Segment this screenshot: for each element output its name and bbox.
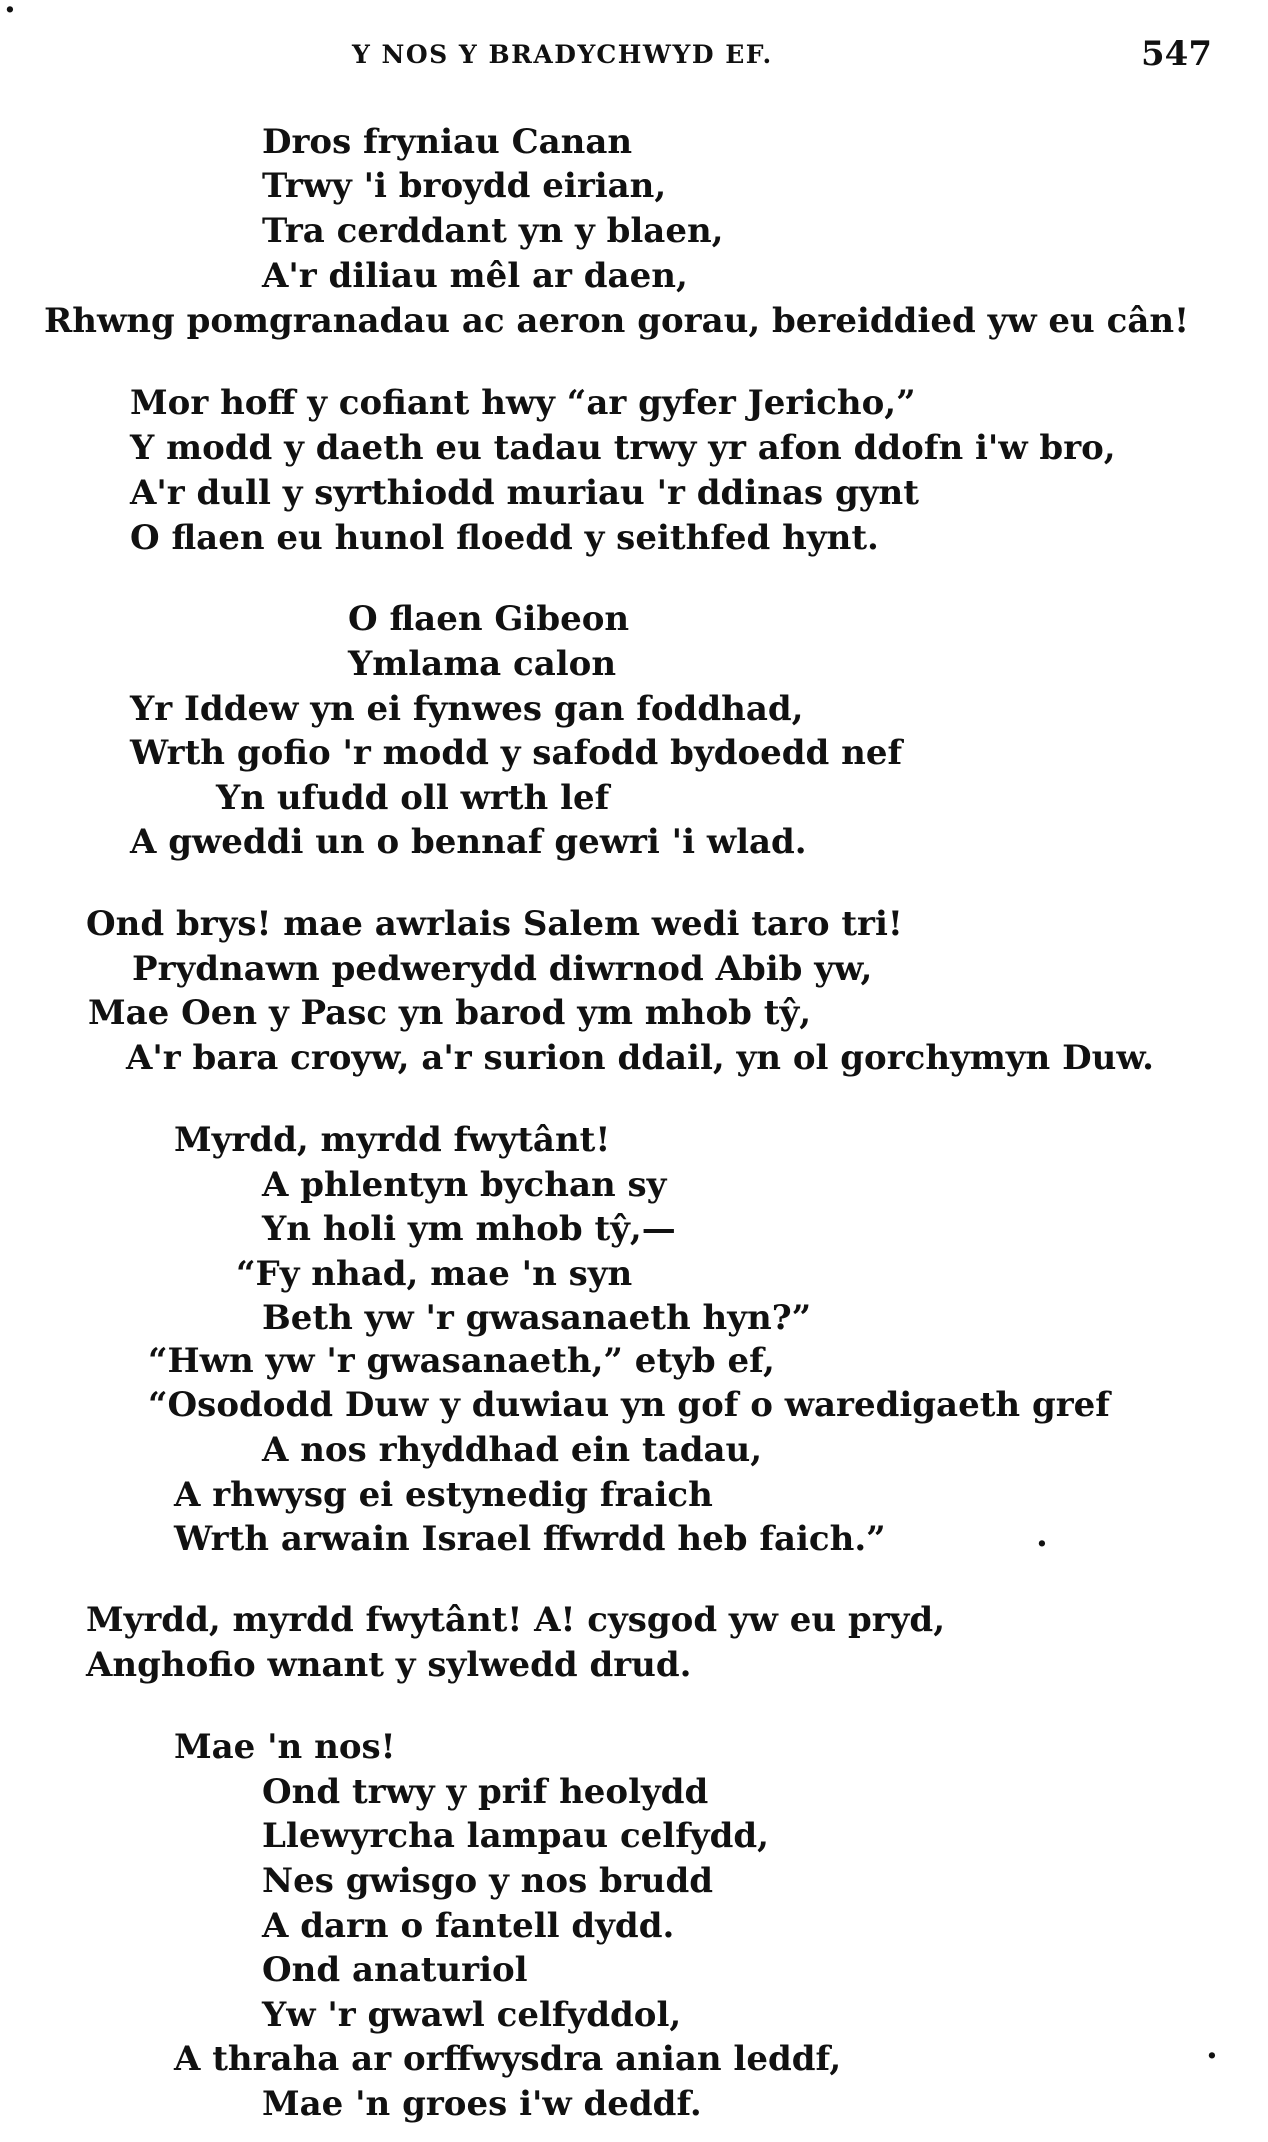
page-number: 547 [1141,34,1212,74]
verse-line: O flaen eu hunol floedd y seithfed hynt. [130,518,879,558]
verse-line: Yr Iddew yn ei fynwes gan foddhad, [130,689,804,729]
verse-line: Anghofio wnant y sylwedd drud. [86,1645,692,1685]
verse-line: Ond anaturiol [262,1950,528,1990]
verse-line: A gweddi un o bennaf gewri 'i wlad. [130,822,807,862]
verse-line: Ond brys! mae awrlais Salem wedi taro tri! [86,904,903,944]
verse-line: Nes gwisgo y nos brudd [262,1861,713,1901]
verse-line: Myrdd, myrdd fwytânt! A! cysgod yw eu pryd, [86,1600,946,1640]
verse-line: Trwy 'i broydd eirian, [262,166,667,206]
verse-line: A'r bara croyw, a'r surion ddail, yn ol gorchymyn Duw. [126,1038,1155,1078]
verse-line: “Hwn yw 'r gwasanaeth,” etyb ef, [148,1341,775,1381]
verse-line: Mor hoff y cofiant hwy “ar gyfer Jericho,” [130,383,916,423]
verse-line: Myrdd, myrdd fwytânt! [174,1120,611,1160]
verse-line: A'r diliau mêl ar daen, [262,256,688,296]
verse-line: A nos rhyddhad ein tadau, [262,1430,763,1470]
margin-mark: · [1206,2036,1218,2076]
verse-line: Yw 'r gwawl celfyddol, [262,1995,682,2035]
verse-line: A rhwysg ei estynedig fraich [174,1475,713,1515]
verse-line: Beth yw 'r gwasanaeth hyn?” [262,1298,812,1338]
verse-line: Prydnawn pedwerydd diwrnod Abib yw, [132,949,873,989]
verse-line: A darn o fantell dydd. [262,1906,675,1946]
verse-line: Ond trwy y prif heolydd [262,1772,709,1812]
verse-line: O flaen Gibeon [348,599,630,639]
verse-line: Ymlama calon [348,644,617,684]
margin-mark: · [4,0,16,30]
verse-line: Yn ufudd oll wrth lef [216,778,610,818]
verse-line: Llewyrcha lampau celfydd, [262,1816,769,1856]
verse-line: Dros fryniau Canan [262,122,633,162]
verse-line: Mae 'n groes i'w deddf. [262,2084,702,2124]
verse-line: Tra cerddant yn y blaen, [262,211,724,251]
verse-line: “Fy nhad, mae 'n syn [236,1254,633,1294]
verse-line: Wrth arwain Israel ffwrdd heb faich.” [174,1519,886,1559]
verse-line: Rhwng pomgranadau ac aeron gorau, bereiddied yw eu cân! [44,301,1189,341]
running-title: Y NOS Y BRADYCHWYD EF. [352,40,773,69]
verse-line: “Osododd Duw y duwiau yn gof o waredigaeth gref [148,1385,1110,1425]
verse-line: A'r dull y syrthiodd muriau 'r ddinas gynt [130,473,919,513]
verse-line: Yn holi ym mhob tŷ,— [262,1209,676,1249]
verse-line: Wrth gofio 'r modd y safodd bydoedd nef [130,733,903,773]
verse-line: Mae 'n nos! [174,1727,396,1767]
verse-line: Y modd y daeth eu tadau trwy yr afon ddofn i'w bro, [130,428,1116,468]
margin-mark: · [1036,1524,1048,1564]
verse-line: A phlentyn bychan sy [262,1165,667,1205]
verse-line: Mae Oen y Pasc yn barod ym mhob tŷ, [88,993,812,1033]
verse-line: A thraha ar orffwysdra anian leddf, [174,2039,842,2079]
